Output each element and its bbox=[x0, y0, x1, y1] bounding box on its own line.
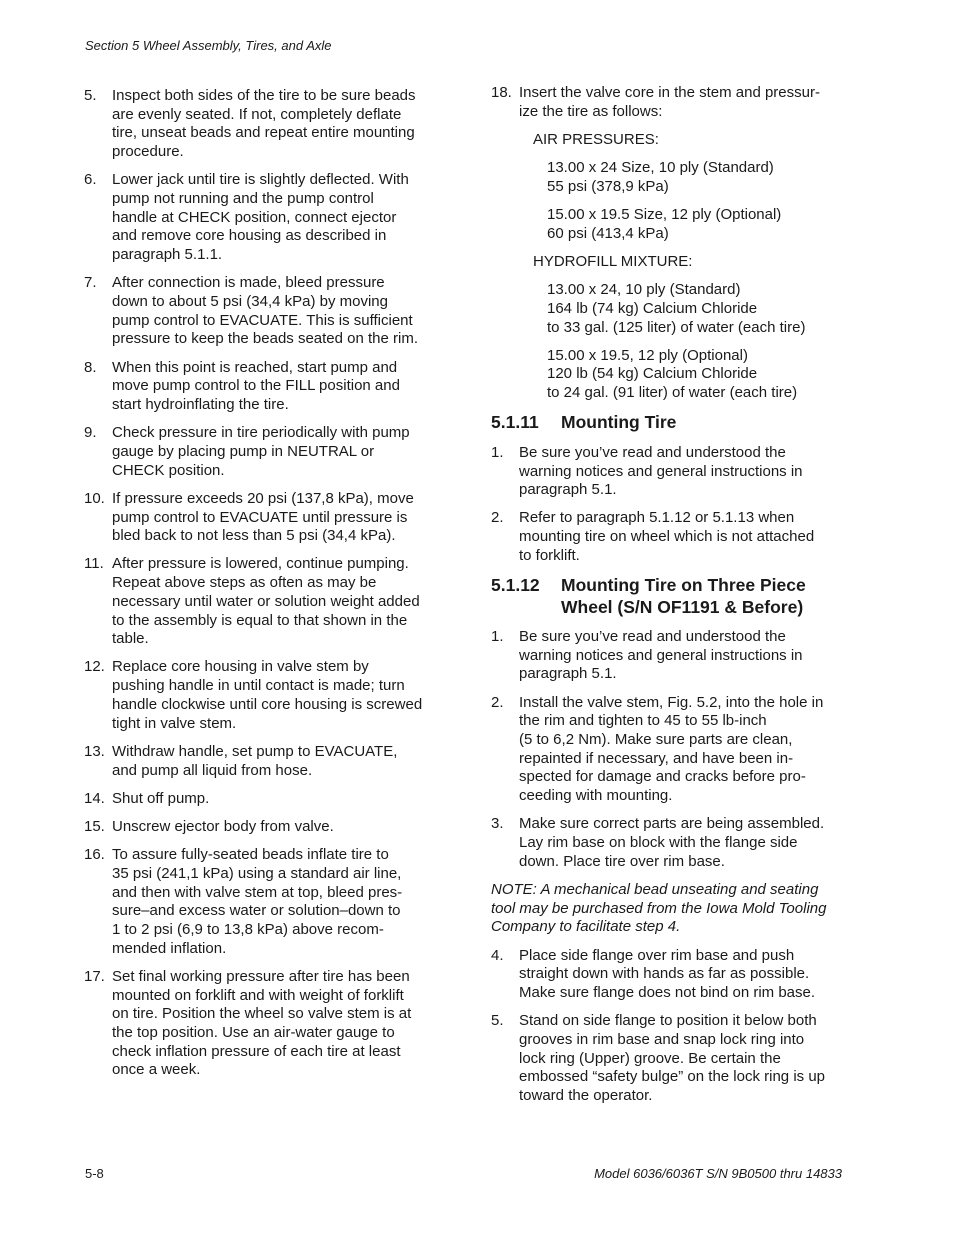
spec-block: 15.00 x 19.5 Size, 12 ply (Optional) 60 psi (413,4 kPa) bbox=[547, 206, 782, 242]
section-header: Section 5 Wheel Assembly, Tires, and Axle bbox=[85, 38, 332, 53]
list-item: 12. Replace core housing in valve stem by pushing handle in until contact is made; turn handle clockwise until core housing is screwed tight in valve stem. bbox=[84, 658, 423, 732]
list-item: 2. Refer to paragraph 5.1.12 or 5.1.13 when mounting tire on wheel which is not attached to forklift. bbox=[491, 509, 815, 564]
list-item: 11. After pressure is lowered, continue pumping. Repeat above steps as often as may be necessary until water or solution weight added to the assembly is equal to that shown in the table. bbox=[84, 555, 420, 648]
list-item: 3. Make sure correct parts are being assembled. Lay rim base on block with the flange side down. Place tire over rim base. bbox=[491, 815, 825, 870]
left-column bbox=[84, 87, 439, 1090]
list-item: 14. Shut off pump. bbox=[84, 789, 210, 807]
spec-block: 13.00 x 24, 10 ply (Standard) 164 lb (74 kg) Calcium Chloride to 33 gal. (125 liter) of water (each tire) bbox=[547, 281, 806, 336]
note: NOTE: A mechanical bead unseating and seating tool may be purchased from the Iowa Mold Tooling Company to facilitate step 4. bbox=[491, 881, 827, 936]
air-pressures-label: AIR PRESSURES: bbox=[533, 130, 659, 148]
page-number: 5-8 bbox=[85, 1166, 104, 1181]
section-heading: 5.1.11 Mounting Tire bbox=[491, 412, 677, 433]
list-item: 8. When this point is reached, start pump and move pump control to the FILL position and start hydroinflating the tire. bbox=[84, 358, 400, 414]
spec-block: 13.00 x 24 Size, 10 ply (Standard) 55 psi (378,9 kPa) bbox=[547, 159, 774, 195]
list-item: 18. Insert the valve core in the stem and pressur- ize the tire as follows: bbox=[491, 84, 820, 120]
list-item: 1. Be sure you’ve read and understood the warning notices and general instructions in paragraph 5.1. bbox=[491, 443, 803, 499]
hydrofill-label: HYDROFILL MIXTURE: bbox=[533, 252, 693, 270]
list-item: 4. Place side flange over rim base and push straight down with hands as far as possible. Make sure flange does not bind on rim base. bbox=[491, 946, 816, 1002]
list-item: 5. Stand on side flange to position it below both grooves in rim base and snap lock ring into lock ring (Upper) groove. Be certain the embossed “safety bulge” on the lock ring is up toward the operator. bbox=[491, 1012, 825, 1105]
list-item: 9. Check pressure in tire periodically with pump gauge by placing pump in NEUTRAL or CHECK position. bbox=[84, 424, 410, 479]
list-item: 1. Be sure you’ve read and understood the warning notices and general instructions in paragraph 5.1. bbox=[491, 628, 803, 683]
section-heading: 5.1.12 Mounting Tire on Three Piece Wheel (S/N OF1191 & Before) bbox=[491, 575, 806, 617]
right-column bbox=[491, 84, 846, 1115]
list-item: 13. Withdraw handle, set pump to EVACUATE, and pump all liquid from hose. bbox=[84, 742, 398, 779]
model-footer: Model 6036/6036T S/N 9B0500 thru 14833 bbox=[594, 1166, 842, 1181]
list-item: 6. Lower jack until tire is slightly deflected. With pump not running and the pump control handle at CHECK position, connect ejector and remove core housing as described in paragraph 5.1.1. bbox=[84, 171, 409, 264]
spec-block: 15.00 x 19.5, 12 ply (Optional) 120 lb (54 kg) Calcium Chloride to 24 gal. (91 liter) of water (each tire) bbox=[547, 346, 798, 402]
list-item: 10. If pressure exceeds 20 psi (137,8 kPa), move pump control to EVACUATE until pressure is bled back to not less than 5 psi (34,4 kPa). bbox=[84, 489, 414, 545]
list-item: 17. Set final working pressure after tire has been mounted on forklift and with weight of forklift on tire. Position the wheel so valve stem is at the top position. Use an air-water gauge to check inflation pressure of each tire at least once a week. bbox=[84, 967, 412, 1079]
list-item: 15. Unscrew ejector body from valve. bbox=[84, 817, 334, 835]
list-item: 7. After connection is made, bleed pressure down to about 5 psi (34,4 kPa) by moving pump control to EVACUATE. This is sufficient pressure to keep the beads seated on the rim. bbox=[84, 274, 419, 348]
list-item: 16. To assure fully-seated beads inflate tire to 35 psi (241,1 kPa) using a standard air line, and then with valve stem at top, bleed pres- sure–and excess water or solution–down to 1 to 2 psi (6,9 to 13,8 kPa) above recom- mended inflation. bbox=[84, 846, 403, 957]
list-item: 2. Install the valve stem, Fig. 5.2, into the hole in the rim and tighten to 45 to 55 lb-inch (5 to 6,2 Nm). Make sure parts are clean, repainted if necessary, and have been in- spected for damage and cracks before pro- ceeding with mounting. bbox=[491, 693, 824, 805]
list-item: 5. Inspect both sides of the tire to be sure beads are evenly seated. If not, completely deflate tire, unseat beads and repeat entire mounting procedure. bbox=[84, 87, 416, 161]
